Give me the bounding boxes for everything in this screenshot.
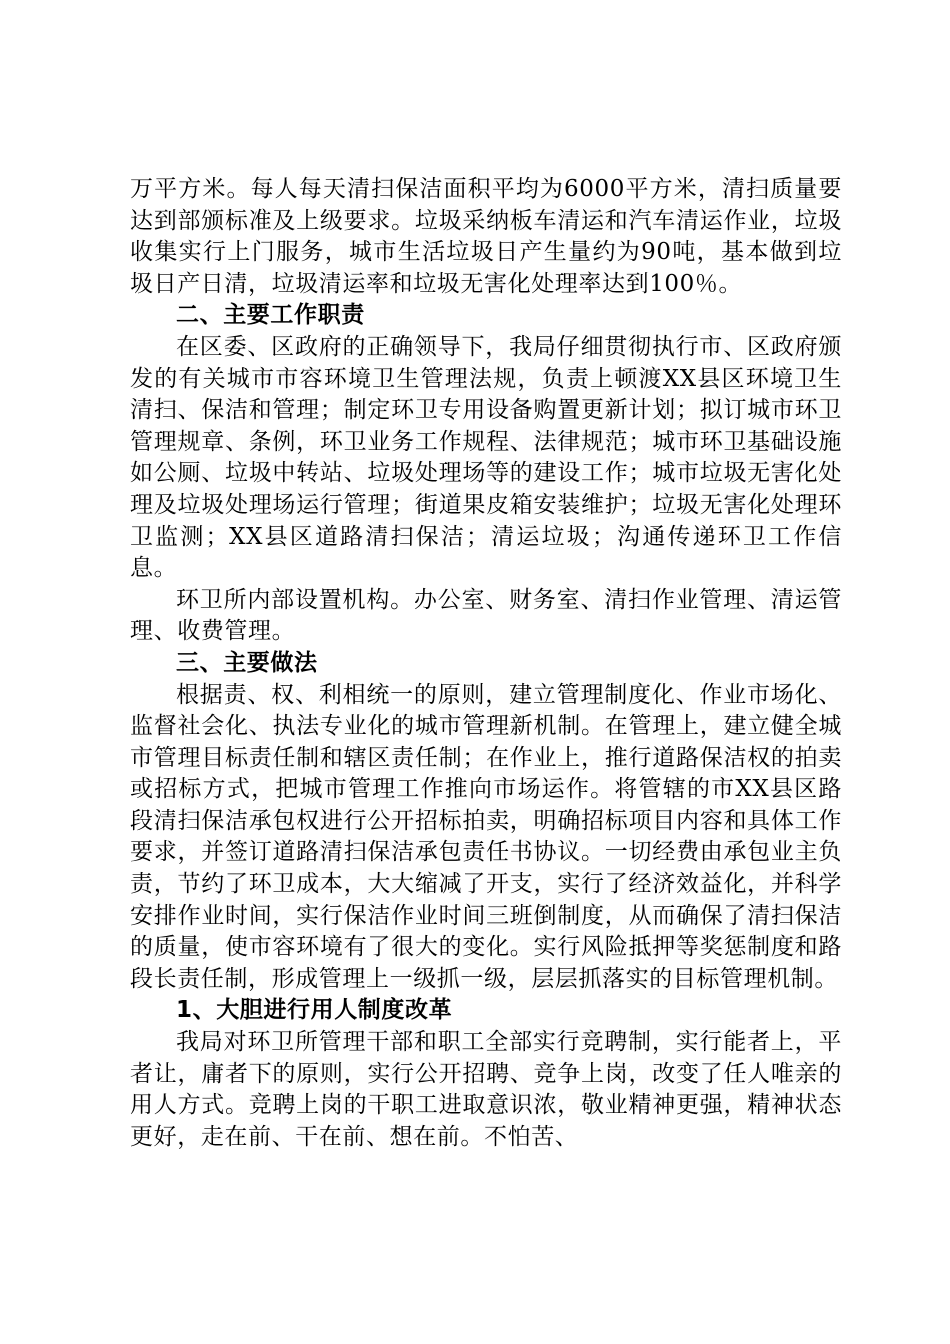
- paragraph-competitive-hiring: 我局对环卫所管理干部和职工全部实行竞聘制，实行能者上，平者让，庸者下的原则，实行公开招聘、竞争上岗，改变了任人唯亲的用人方式。竞聘上岗的干职工进取意识浓，敬业精神更强，精神状态更好，走在前、干在前、想在前。不怕苦、: [130, 1029, 842, 1150]
- paragraph-sanitation-overview: 万平方米。每人每天清扫保洁面积平均为6000平方米，清扫质量要达到部颁标准及上级要求。垃圾采纳板车清运和汽车清运作业，垃圾收集实行上门服务，城市生活垃圾日产生量约为90吨，基本做到垃圾日产日清，垃圾清运率和垃圾无害化处理率达到100％。: [130, 176, 842, 297]
- paragraph-internal-structure: 环卫所内部设置机构。办公室、财务室、清扫作业管理、清运管理、收费管理。: [130, 586, 842, 645]
- section-heading-main-practices: 三、主要做法: [176, 649, 318, 676]
- paragraph-duties-detail: 在区委、区政府的正确领导下，我局仔细贯彻执行市、区政府颁发的有关城市市容环境卫生管理法规，负责上顿渡XX县区环境卫生清扫、保洁和管理；制定环卫专用设备购置更新计划；拟订城市环卫管理规章、条例，环卫业务工作规程、法律规范；城市环卫基础设施如公厕、垃圾中转站、垃圾处理场等的建设工作；城市垃圾无害化处理及垃圾处理场运行管理；街道果皮箱安装维护；垃圾无害化处理环卫监测；XX县区道路清扫保洁；清运垃圾；沟通传递环卫工作信息。: [130, 333, 842, 582]
- section-heading-main-duties: 二、主要工作职责: [176, 302, 365, 329]
- subsection-heading-personnel-reform: 1、大胆进行用人制度改革: [176, 997, 453, 1024]
- document-page: [130, 174, 842, 1153]
- paragraph-management-mechanism: 根据责、权、利相统一的原则，建立管理制度化、作业市场化、监督社会化、执法专业化的城市管理新机制。在管理上，建立健全城市管理目标责任制和辖区责任制；在作业上，推行道路保洁权的拍卖或招标方式，把城市管理工作推向市场运作。将管辖的市XX县区路段清扫保洁承包权进行公开招标拍卖，明确招标项目内容和具体工作要求，并签订道路清扫保洁承包责任书协议。一切经费由承包业主负责，节约了环卫成本，大大缩减了开支，实行了经济效益化，并科学安排作业时间，实行保洁作业时间三班倒制度，从而确保了清扫保洁的质量，使市容环境有了很大的变化。实行风险抵押等奖惩制度和路段长责任制，形成管理上一级抓一级，层层抓落实的目标管理机制。: [130, 681, 842, 992]
